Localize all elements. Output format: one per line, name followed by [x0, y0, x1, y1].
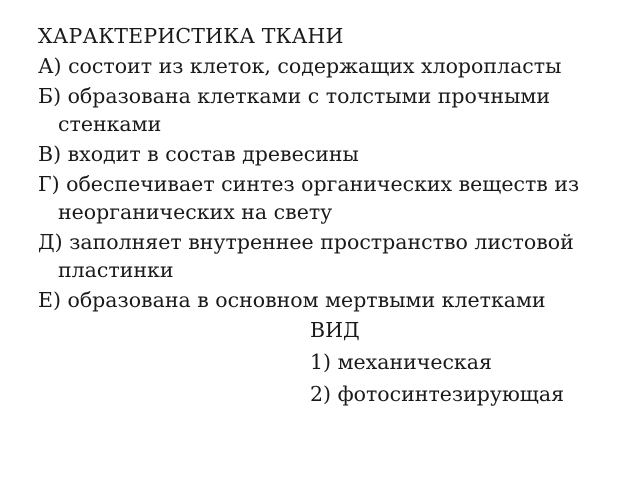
item-text: образована клетками с толстыми прочными стенками	[58, 84, 551, 136]
item-letter: Е)	[38, 288, 61, 312]
item-text: образована в основном мертвыми клетками	[67, 288, 546, 312]
characteristic-item-v	[38, 140, 618, 168]
item-letter: Г)	[38, 172, 60, 196]
item-letter: Д)	[38, 230, 63, 254]
item-letter: А)	[38, 54, 62, 78]
kind-text: фотосинтезирующая	[337, 382, 565, 406]
characteristic-item-d	[38, 228, 618, 284]
item-text: состоит из клеток, содержащих хлоропласты	[68, 54, 562, 78]
item-letter: Б)	[38, 84, 62, 108]
item-text: входит в состав древесины	[67, 142, 359, 166]
characteristic-item-e	[38, 286, 618, 314]
characteristics-section	[38, 22, 618, 316]
characteristic-item-g	[38, 170, 618, 226]
kind-item-2	[310, 380, 564, 408]
kinds-section	[310, 316, 564, 412]
kind-text: механическая	[337, 350, 492, 374]
characteristic-item-a	[38, 52, 618, 80]
item-letter: В)	[38, 142, 62, 166]
kind-item-1	[310, 348, 564, 376]
characteristic-item-b	[38, 82, 618, 138]
item-text: обеспечивает синтез органических веществ из неорганических на свету	[58, 172, 580, 224]
kind-number: 2)	[310, 382, 332, 406]
characteristics-heading: ХАРАКТЕРИСТИКА ТКАНИ	[38, 24, 344, 48]
kind-number: 1)	[310, 350, 332, 374]
item-text: заполняет внутреннее пространство листовой пластинки	[58, 230, 574, 282]
kinds-heading: ВИД	[310, 318, 360, 342]
